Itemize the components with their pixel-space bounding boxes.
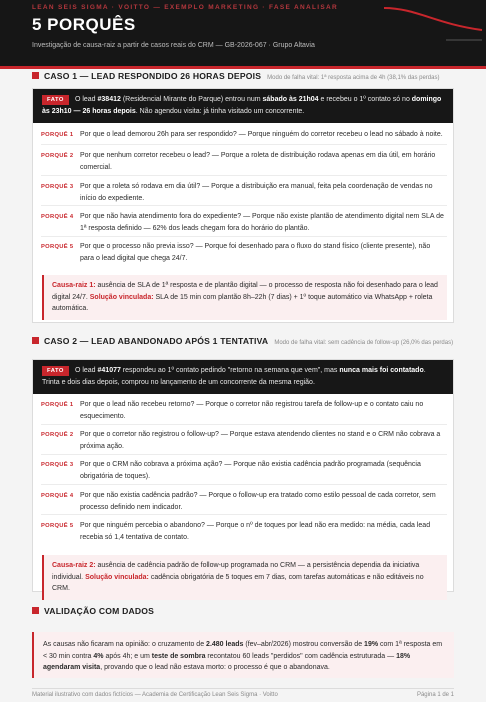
footer-note: Material ilustrativo com dados fictícios — Academia de Certificação Lean Seis Sigma · Voitto [32,692,278,698]
solution-label: Solução vinculada: [89,293,154,301]
page-number: Página 1 de 1 [416,692,454,698]
header-kicker: LEAN SEIS SIGMA · VOITTO — EXEMPLO MARKETING · FASE ANALISAR [32,4,338,11]
why-text: Por que nenhum corretor recebeu o lead? — Porque a roleta de distribuição rodava apenas em dia útil, em horário comercial. [80,152,436,171]
case1-card [32,88,454,323]
validation-title: VALIDAÇÃO COM DADOS [44,606,155,616]
divider [41,484,447,485]
why-item [41,429,445,452]
why-label: PORQUÊ 2 [41,432,74,438]
divider [41,514,447,515]
why-text: Por que ninguém percebia o abandono? — Porque o nº de toques por lead não era medido: na média, cada lead recebia só 1,4 tentativa de contato. [80,522,431,541]
root-cause-label: Causa-raiz 1: [52,282,96,289]
case1-heading [32,71,439,81]
why-text: Por que o lead não recebeu retorno? — Porque o corretor não registrou tarefa de follow-up e o contato caiu no esquecimento. [80,401,424,420]
case1-fact: FATO O lead #38412 (Residencial Mirante do Parque) entrou num sábado às 21h04 e recebeu o 1º contato só no domingo às 23h10 — 26 horas depois. Não agendou visita: já tinha visitado um concorrente. [33,89,453,123]
why-label: PORQUÊ 1 [41,132,74,138]
divider [41,175,447,176]
why-item [41,181,445,204]
case1-title: CASO 1 — LEAD RESPONDIDO 26 HORAS DEPOIS [44,71,262,81]
divider [41,236,447,237]
case2-fact: FATO O lead #41077 respondeu ao 1º contato pedindo "retorno na semana que vem", mas nunca mais foi contatado. Trinta e dois dias depois, comprou no lançamento de um concorrente da mesma região. [33,360,453,394]
why-text: Por que o processo não previa isso? — Porque foi desenhado para o fluxo do stand físico (cliente presente), não para o lead digital que chega 24/7. [80,243,431,262]
why-text: Por que o CRM não cobrava a próxima ação? — Porque não existia cadência padrão programada (sequência obrigatória de toques). [80,461,421,480]
root-cause-label: Causa-raiz 2: [52,562,96,569]
why-label: PORQUÊ 5 [41,244,74,250]
case2-root-cause: Causa-raiz 2: ausência de cadência padrão de follow-up programada no CRM — a persistência dependia da iniciativa individual. Solução vinculada: cadência obrigatória de 5 toques em 7 dias, com tarefas automáticas e não editáveis no CRM. [42,555,447,600]
why-label: PORQUÊ 4 [41,493,74,499]
why-label: PORQUÊ 3 [41,462,74,468]
why-item [41,129,445,142]
why-item [41,490,445,513]
why-item [41,211,445,234]
divider [41,144,447,145]
why-label: PORQUÊ 4 [41,214,74,220]
section-marker [32,337,39,344]
fact-badge: FATO [42,366,69,376]
fact-badge: FATO [42,95,69,105]
why-item [41,399,445,422]
validation-box: As causas não ficaram na opinião: o cruzamento de 2.480 leads (fev–abr/2026) mostrou conversão de 19% com 1ª resposta em < 30 min contra 4% após 4h; e um teste de sombra recontatou 60 leads "perdidos" com cadência estruturada — 18% agendaram visita, provando que o lead não estava morto: o processo é que o abandonava. [32,632,454,678]
why-text: Por que a roleta só rodava em dia útil? — Porque a distribuição era manual, feita pela coordenação de vendas no início do expediente. [80,183,433,202]
page-subtitle: Investigação de causa-raiz a partir de casos reais do CRM — GB-2026-067 · Grupo Altavia [32,42,315,49]
why-text: Por que não existia cadência padrão? — Porque o follow-up era tratado como estilo pessoal de cada corretor, sem processo definido nem indicador. [80,492,436,511]
case2-card [32,359,454,592]
page-header [0,0,486,66]
why-label: PORQUÊ 3 [41,184,74,190]
why-label: PORQUÊ 5 [41,523,74,529]
why-item [41,459,445,482]
divider [41,424,447,425]
divider [41,454,447,455]
case2-heading [32,336,453,346]
why-text: Por que o corretor não registrou o follow-up? — Porque estava atendendo clientes no stand e o CRM não cobrava a próxima ação. [80,431,441,450]
page-footer [32,692,454,698]
page-title: 5 PORQUÊS [32,15,136,34]
why-label: PORQUÊ 2 [41,153,74,159]
section-marker [32,72,39,79]
why-label: PORQUÊ 1 [41,402,74,408]
case1-meta: Modo de falha vital: 1ª resposta acima de 4h (38,1% das perdas) [267,75,440,81]
footer-divider [32,688,454,689]
case2-meta: Modo de falha vital: sem cadência de follow-up (26,0% das perdas) [274,340,454,346]
divider [41,205,447,206]
case1-root-cause: Causa-raiz 1: ausência de SLA de 1ª resposta e de plantão digital — o processo de resposta não foi desenhado para o lead digital 24/7. Solução vinculada: SLA de 15 min com plantão 8h–22h (7 dias) + 1º toque automático via WhatsApp + roleta automática. [42,275,447,320]
header-decoration [376,0,486,66]
why-text: Por que não havia atendimento fora do expediente? — Porque não existe plantão de atendimento digital nem SLA de 1ª resposta definido — 62% dos leads chegam fora do horário do plantão. [80,213,444,232]
why-item [41,520,445,543]
header-accent-line [0,66,486,69]
why-item [41,150,445,173]
case2-title: CASO 2 — LEAD ABANDONADO APÓS 1 TENTATIVA [44,336,269,346]
why-item [41,241,445,264]
validation-heading [32,606,154,616]
solution-label: Solução vinculada: [85,573,149,581]
why-text: Por que o lead demorou 26h para ser respondido? — Porque ninguém do corretor recebeu o lead no sábado à noite. [80,131,443,138]
section-marker [32,607,39,614]
